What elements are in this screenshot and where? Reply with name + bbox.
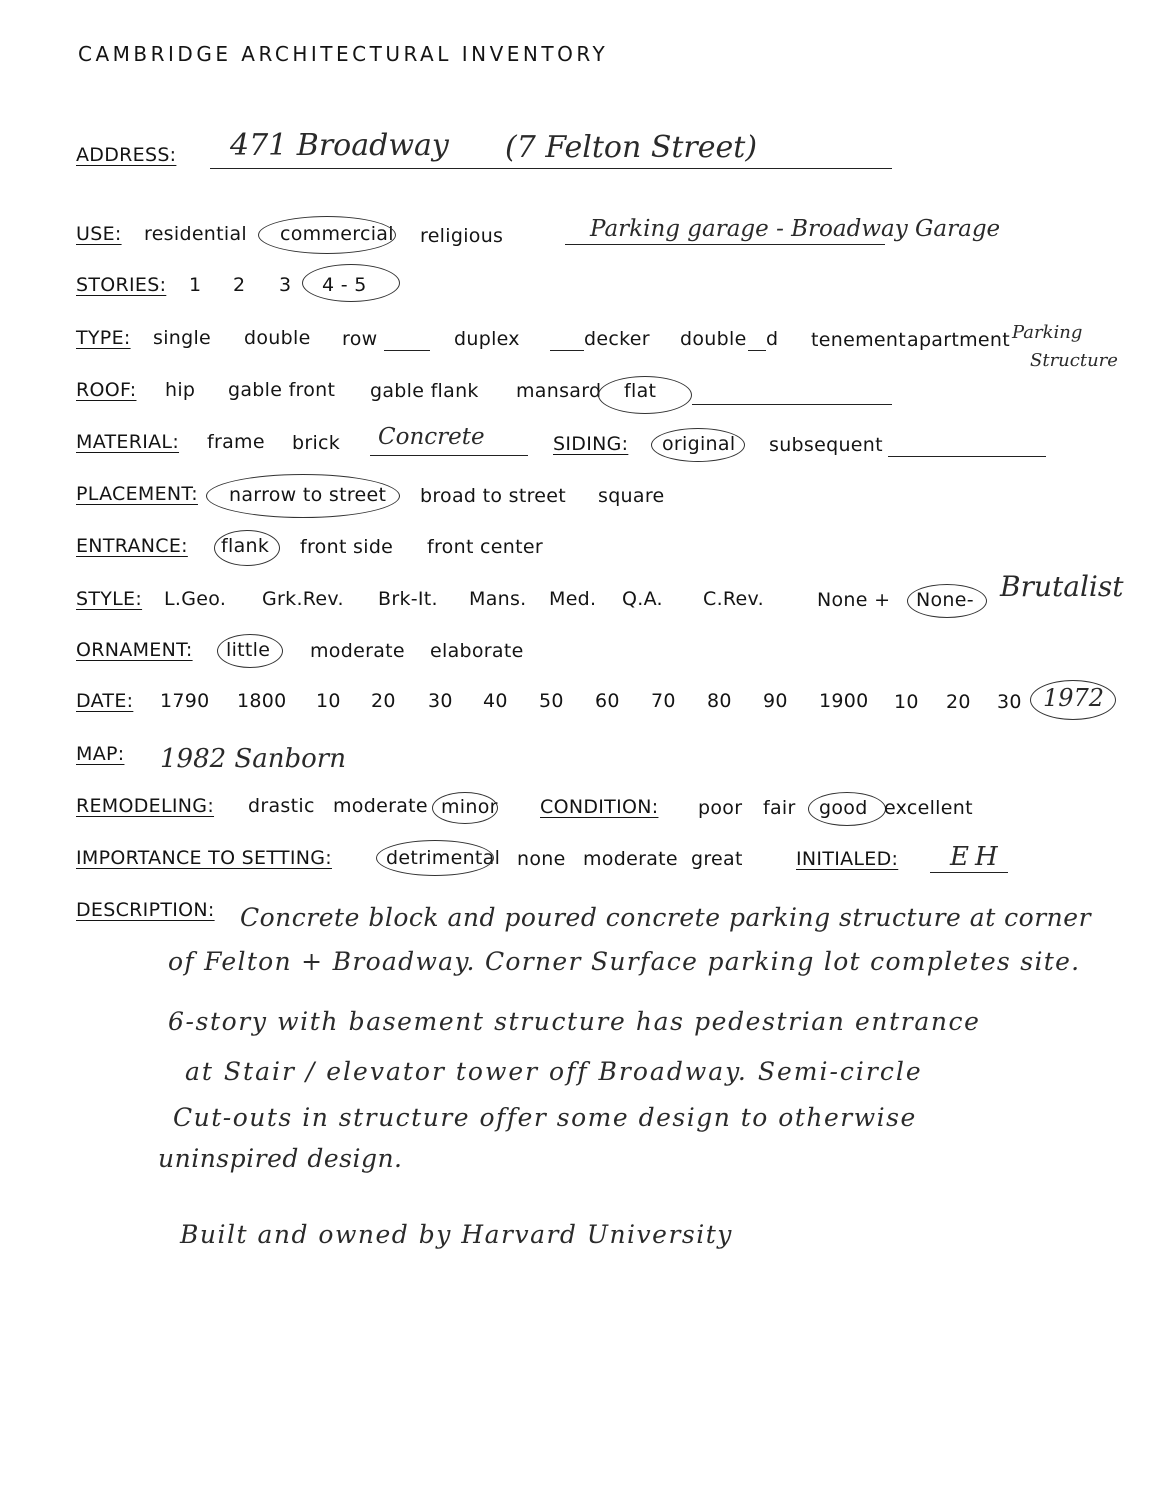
date-option-40: 40 <box>483 690 508 712</box>
material-label: MATERIAL: <box>76 431 180 453</box>
date-label: DATE: <box>76 690 134 712</box>
ornament-option-little: little <box>226 639 271 661</box>
style-note: Brutalist <box>1000 570 1124 603</box>
date-option-90: 90 <box>763 690 788 712</box>
description-line-6: uninspired design. <box>158 1144 403 1173</box>
use-note: Parking garage - Broadway Garage <box>590 216 1001 242</box>
style-label: STYLE: <box>76 588 143 610</box>
condition-option-excellent: excellent <box>884 797 973 819</box>
date-option-10: 10 <box>316 690 341 712</box>
type-option-row: row <box>342 328 378 350</box>
type-double-d-blank <box>748 350 766 351</box>
date-option-1920: 20 <box>946 691 971 713</box>
type-option-apartment: apartment <box>907 329 1010 351</box>
map-value: 1982 Sanborn <box>160 744 346 774</box>
use-label: USE: <box>76 223 122 245</box>
entrance-option-front-side: front side <box>300 536 394 558</box>
type-option-decker: decker <box>584 328 650 350</box>
condition-option-good: good <box>819 797 868 819</box>
placement-option-narrow: narrow to street <box>229 484 387 506</box>
type-note-line2: Structure <box>1030 350 1118 371</box>
description-line-3: 6-story with basement structure has pedestrian entrance <box>168 1007 981 1036</box>
description-line-4: at Stair / elevator tower off Broadway. Semi-circle <box>185 1057 923 1086</box>
map-label: MAP: <box>76 743 125 765</box>
style-selection-circle <box>907 584 987 618</box>
roof-option-mansard: mansard <box>516 380 602 402</box>
initialed-line <box>930 872 1008 873</box>
material-value: Concrete <box>378 424 485 450</box>
placement-option-broad: broad to street <box>420 485 567 507</box>
stories-selection-circle <box>302 264 400 302</box>
address-value: 471 Broadway <box>230 128 449 163</box>
stories-option-1: 1 <box>189 274 202 296</box>
siding-label: SIDING: <box>553 433 629 455</box>
importance-option-none: none <box>517 848 566 870</box>
type-option-duplex: duplex <box>454 328 520 350</box>
style-option-none-minus: None- <box>916 589 974 611</box>
use-note-line <box>565 244 885 245</box>
type-decker-blank <box>550 350 584 351</box>
type-row-blank <box>384 350 430 351</box>
siding-option-subsequent: subsequent <box>769 434 883 456</box>
date-option-30: 30 <box>428 690 453 712</box>
roof-option-hip: hip <box>165 379 196 401</box>
stories-option-3: 3 <box>279 274 292 296</box>
description-line-7: Built and owned by Harvard University <box>180 1220 733 1249</box>
remodeling-selection-circle <box>432 792 498 824</box>
initialed-value: EH <box>950 842 1004 872</box>
type-option-tenement: tenement <box>811 329 906 351</box>
type-label: TYPE: <box>76 327 131 349</box>
ornament-option-elaborate: elaborate <box>430 640 524 662</box>
stories-option-2: 2 <box>233 274 246 296</box>
importance-option-moderate: moderate <box>583 848 678 870</box>
date-option-1900: 1900 <box>819 690 869 712</box>
style-option-lgeo: L.Geo. <box>164 588 227 610</box>
roof-selection-circle <box>598 376 692 414</box>
roof-option-gable-front: gable front <box>228 379 336 401</box>
stories-option-4-5: 4 - 5 <box>322 274 367 296</box>
date-option-50: 50 <box>539 690 564 712</box>
roof-option-flat: flat <box>624 380 657 402</box>
date-option-1910: 10 <box>894 691 919 713</box>
siding-selection-circle <box>651 428 745 462</box>
type-option-double-d: double <box>680 328 747 350</box>
address-label: ADDRESS: <box>76 144 177 166</box>
style-option-grkrev: Grk.Rev. <box>262 588 344 610</box>
ornament-option-moderate: moderate <box>310 640 405 662</box>
importance-selection-circle <box>376 840 494 876</box>
material-value-line <box>370 455 528 456</box>
style-option-mans: Mans. <box>469 588 527 610</box>
material-option-frame: frame <box>207 431 265 453</box>
importance-option-great: great <box>691 848 743 870</box>
material-option-brick: brick <box>292 432 341 454</box>
description-line-2: of Felton + Broadway. Corner Surface parking lot completes site. <box>168 947 1081 976</box>
form-title: CAMBRIDGE ARCHITECTURAL INVENTORY <box>78 42 609 66</box>
stories-label: STORIES: <box>76 274 167 296</box>
use-selection-circle <box>258 216 396 254</box>
date-option-70: 70 <box>651 690 676 712</box>
use-option-religious: religious <box>420 225 504 247</box>
remodeling-option-minor: minor <box>441 796 498 818</box>
placement-option-square: square <box>598 485 665 507</box>
address-line <box>210 168 892 169</box>
date-value: 1972 <box>1043 684 1105 712</box>
roof-label: ROOF: <box>76 379 137 401</box>
use-option-residential: residential <box>144 223 248 245</box>
description-label: DESCRIPTION: <box>76 899 215 921</box>
siding-option-original: original <box>662 433 736 455</box>
initialed-label: INITIALED: <box>796 848 899 870</box>
use-option-commercial: commercial <box>280 223 394 245</box>
entrance-option-front-center: front center <box>427 536 543 558</box>
address-alt: (7 Felton Street) <box>505 130 758 165</box>
placement-label: PLACEMENT: <box>76 483 198 505</box>
style-option-qa: Q.A. <box>622 588 663 610</box>
entrance-option-flank: flank <box>221 535 270 557</box>
type-option-d: d <box>766 328 779 350</box>
condition-label: CONDITION: <box>540 796 659 818</box>
date-option-60: 60 <box>595 690 620 712</box>
date-option-20: 20 <box>371 690 396 712</box>
style-option-none-plus: None + <box>817 589 891 611</box>
type-option-double: double <box>244 327 311 349</box>
ornament-selection-circle <box>217 634 283 668</box>
date-option-80: 80 <box>707 690 732 712</box>
condition-option-poor: poor <box>698 797 743 819</box>
importance-label: IMPORTANCE TO SETTING: <box>76 847 332 869</box>
description-line-1: Concrete block and poured concrete parking structure at corner <box>240 903 1092 932</box>
style-option-med: Med. <box>549 588 597 610</box>
entrance-selection-circle <box>214 530 280 566</box>
roof-option-gable-flank: gable flank <box>370 380 479 402</box>
type-note-line1: Parking <box>1012 322 1083 343</box>
date-option-1790: 1790 <box>160 690 210 712</box>
remodeling-option-drastic: drastic <box>248 795 315 817</box>
condition-option-fair: fair <box>763 797 796 819</box>
remodeling-label: REMODELING: <box>76 795 215 817</box>
style-option-crev: C.Rev. <box>703 588 764 610</box>
importance-option-detrimental: detrimental <box>386 847 501 869</box>
placement-selection-circle <box>206 474 400 518</box>
type-option-single: single <box>153 327 212 349</box>
siding-blank-line <box>888 456 1046 457</box>
roof-blank-line <box>692 404 892 405</box>
description-line-5: Cut-outs in structure offer some design to otherwise <box>173 1103 917 1132</box>
date-selection-circle <box>1030 680 1116 720</box>
entrance-label: ENTRANCE: <box>76 535 188 557</box>
date-option-1800: 1800 <box>237 690 287 712</box>
style-option-brkit: Brk-It. <box>378 588 438 610</box>
condition-selection-circle <box>808 792 886 826</box>
date-option-1930: 30 <box>997 691 1022 713</box>
remodeling-option-moderate: moderate <box>333 795 428 817</box>
ornament-label: ORNAMENT: <box>76 639 193 661</box>
